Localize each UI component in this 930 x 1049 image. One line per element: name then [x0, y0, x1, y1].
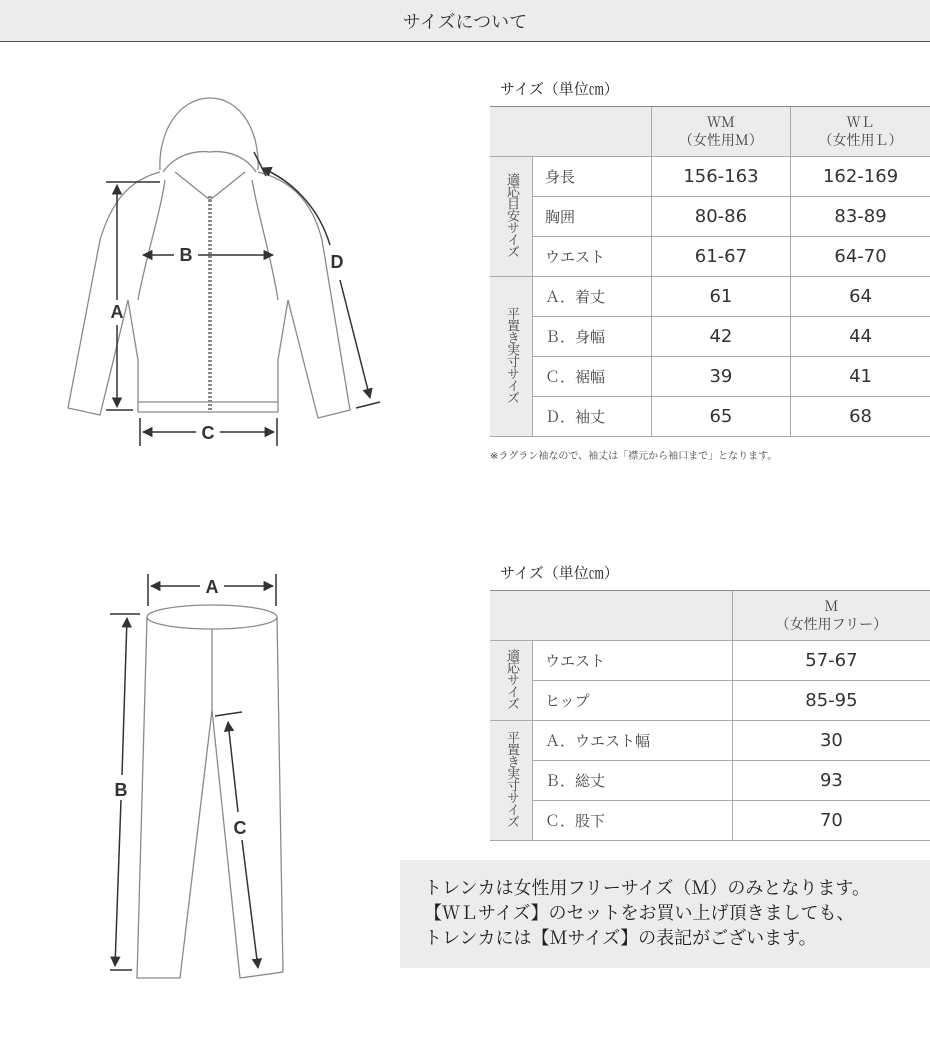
value-cell: 41	[791, 357, 930, 397]
group-label-fit	[490, 641, 533, 721]
table-row	[490, 197, 930, 237]
table-row	[490, 801, 930, 841]
jacket-illustration	[60, 95, 400, 455]
value-cell: 65	[651, 397, 790, 437]
notice-line: 【ＷＬサイズ】のセットをお買い上げ頂きましても、	[424, 903, 855, 924]
column-m-code: Ｍ	[824, 598, 839, 615]
pants-outline	[137, 605, 283, 978]
row-label: Ｃ．裾幅	[533, 357, 652, 397]
row-label: ヒップ	[533, 681, 733, 721]
row-label: 身長	[533, 157, 652, 197]
value-cell: 68	[791, 397, 930, 437]
header-empty-cell	[490, 591, 732, 641]
pants-size-table	[490, 590, 930, 841]
column-wl-desc: （女性用Ｌ）	[818, 132, 903, 149]
group-label-flat	[490, 277, 533, 437]
pants-label-a: A	[205, 577, 219, 597]
row-label: Ｄ．袖丈	[533, 397, 652, 437]
table-row	[490, 237, 930, 277]
pants-illustration	[100, 570, 290, 980]
jacket-label-b: B	[179, 245, 193, 265]
value-cell: 85-95	[732, 681, 930, 721]
value-cell: 42	[651, 317, 790, 357]
row-label: Ｃ．股下	[533, 801, 733, 841]
value-cell: 61	[651, 277, 790, 317]
value-cell: 156-163	[651, 157, 790, 197]
table-row	[490, 357, 930, 397]
pants-label-b: B	[114, 780, 128, 800]
table-row	[490, 277, 930, 317]
column-wl-code: ＷＬ	[846, 114, 875, 131]
column-wm-desc: （女性用Ｍ）	[678, 132, 763, 149]
value-cell: 83-89	[791, 197, 930, 237]
jacket-table-title: サイズ（単位㎝）	[500, 80, 619, 98]
column-m-desc: （女性用フリー）	[775, 616, 888, 633]
value-cell: 64-70	[791, 237, 930, 277]
notice-box	[400, 860, 930, 968]
group-label-fit-text: 適応サイズ	[504, 648, 519, 709]
table-header-row	[490, 591, 930, 641]
value-cell: 44	[791, 317, 930, 357]
group-label-flat-text: 平置き実寸サイズ	[504, 306, 519, 403]
row-label: Ｂ．総丈	[533, 761, 733, 801]
notice-line: トレンカは女性用フリーサイズ（Ｍ）のみとなります。	[424, 878, 870, 899]
row-label: Ａ．ウエスト幅	[533, 721, 733, 761]
row-label: Ａ．着丈	[533, 277, 652, 317]
value-cell: 93	[732, 761, 930, 801]
notice-line: トレンカには【Ｍサイズ】の表記がございます。	[424, 928, 817, 949]
jacket-label-c: C	[201, 423, 215, 443]
table-row	[490, 641, 930, 681]
value-cell: 57-67	[732, 641, 930, 681]
group-label-flat-text: 平置き実寸サイズ	[504, 730, 519, 827]
jacket-size-table	[490, 106, 930, 437]
page-header	[0, 0, 930, 42]
jacket-label-d: D	[330, 252, 344, 272]
value-cell: 162-169	[791, 157, 930, 197]
table-row	[490, 157, 930, 197]
raglan-note: ※ラグラン袖なので、袖丈は「襟元から袖口まで」となります。	[490, 451, 778, 462]
group-label-fit	[490, 157, 533, 277]
row-label: Ｂ．身幅	[533, 317, 652, 357]
value-cell: 61-67	[651, 237, 790, 277]
table-row	[490, 761, 930, 801]
pants-table-title: サイズ（単位㎝）	[500, 564, 619, 582]
group-label-fit-text: 適応目安サイズ	[504, 172, 519, 257]
jacket-label-a: A	[110, 302, 124, 322]
pants-dimension-lines	[110, 574, 276, 970]
page-title: サイズについて	[402, 11, 528, 33]
row-label: 胸囲	[533, 197, 652, 237]
column-wm-code: ＷＭ	[706, 114, 735, 131]
table-row	[490, 317, 930, 357]
table-header-row	[490, 107, 930, 157]
column-wl	[791, 107, 930, 157]
row-label: ウエスト	[533, 237, 652, 277]
value-cell: 30	[732, 721, 930, 761]
group-label-flat	[490, 721, 533, 841]
value-cell: 64	[791, 277, 930, 317]
column-wm	[651, 107, 790, 157]
table-row	[490, 397, 930, 437]
table-row	[490, 681, 930, 721]
value-cell: 39	[651, 357, 790, 397]
value-cell: 70	[732, 801, 930, 841]
header-empty-cell	[490, 107, 651, 157]
column-m	[732, 591, 930, 641]
table-row	[490, 721, 930, 761]
pants-label-c: C	[233, 818, 247, 838]
value-cell: 80-86	[651, 197, 790, 237]
row-label: ウエスト	[533, 641, 733, 681]
